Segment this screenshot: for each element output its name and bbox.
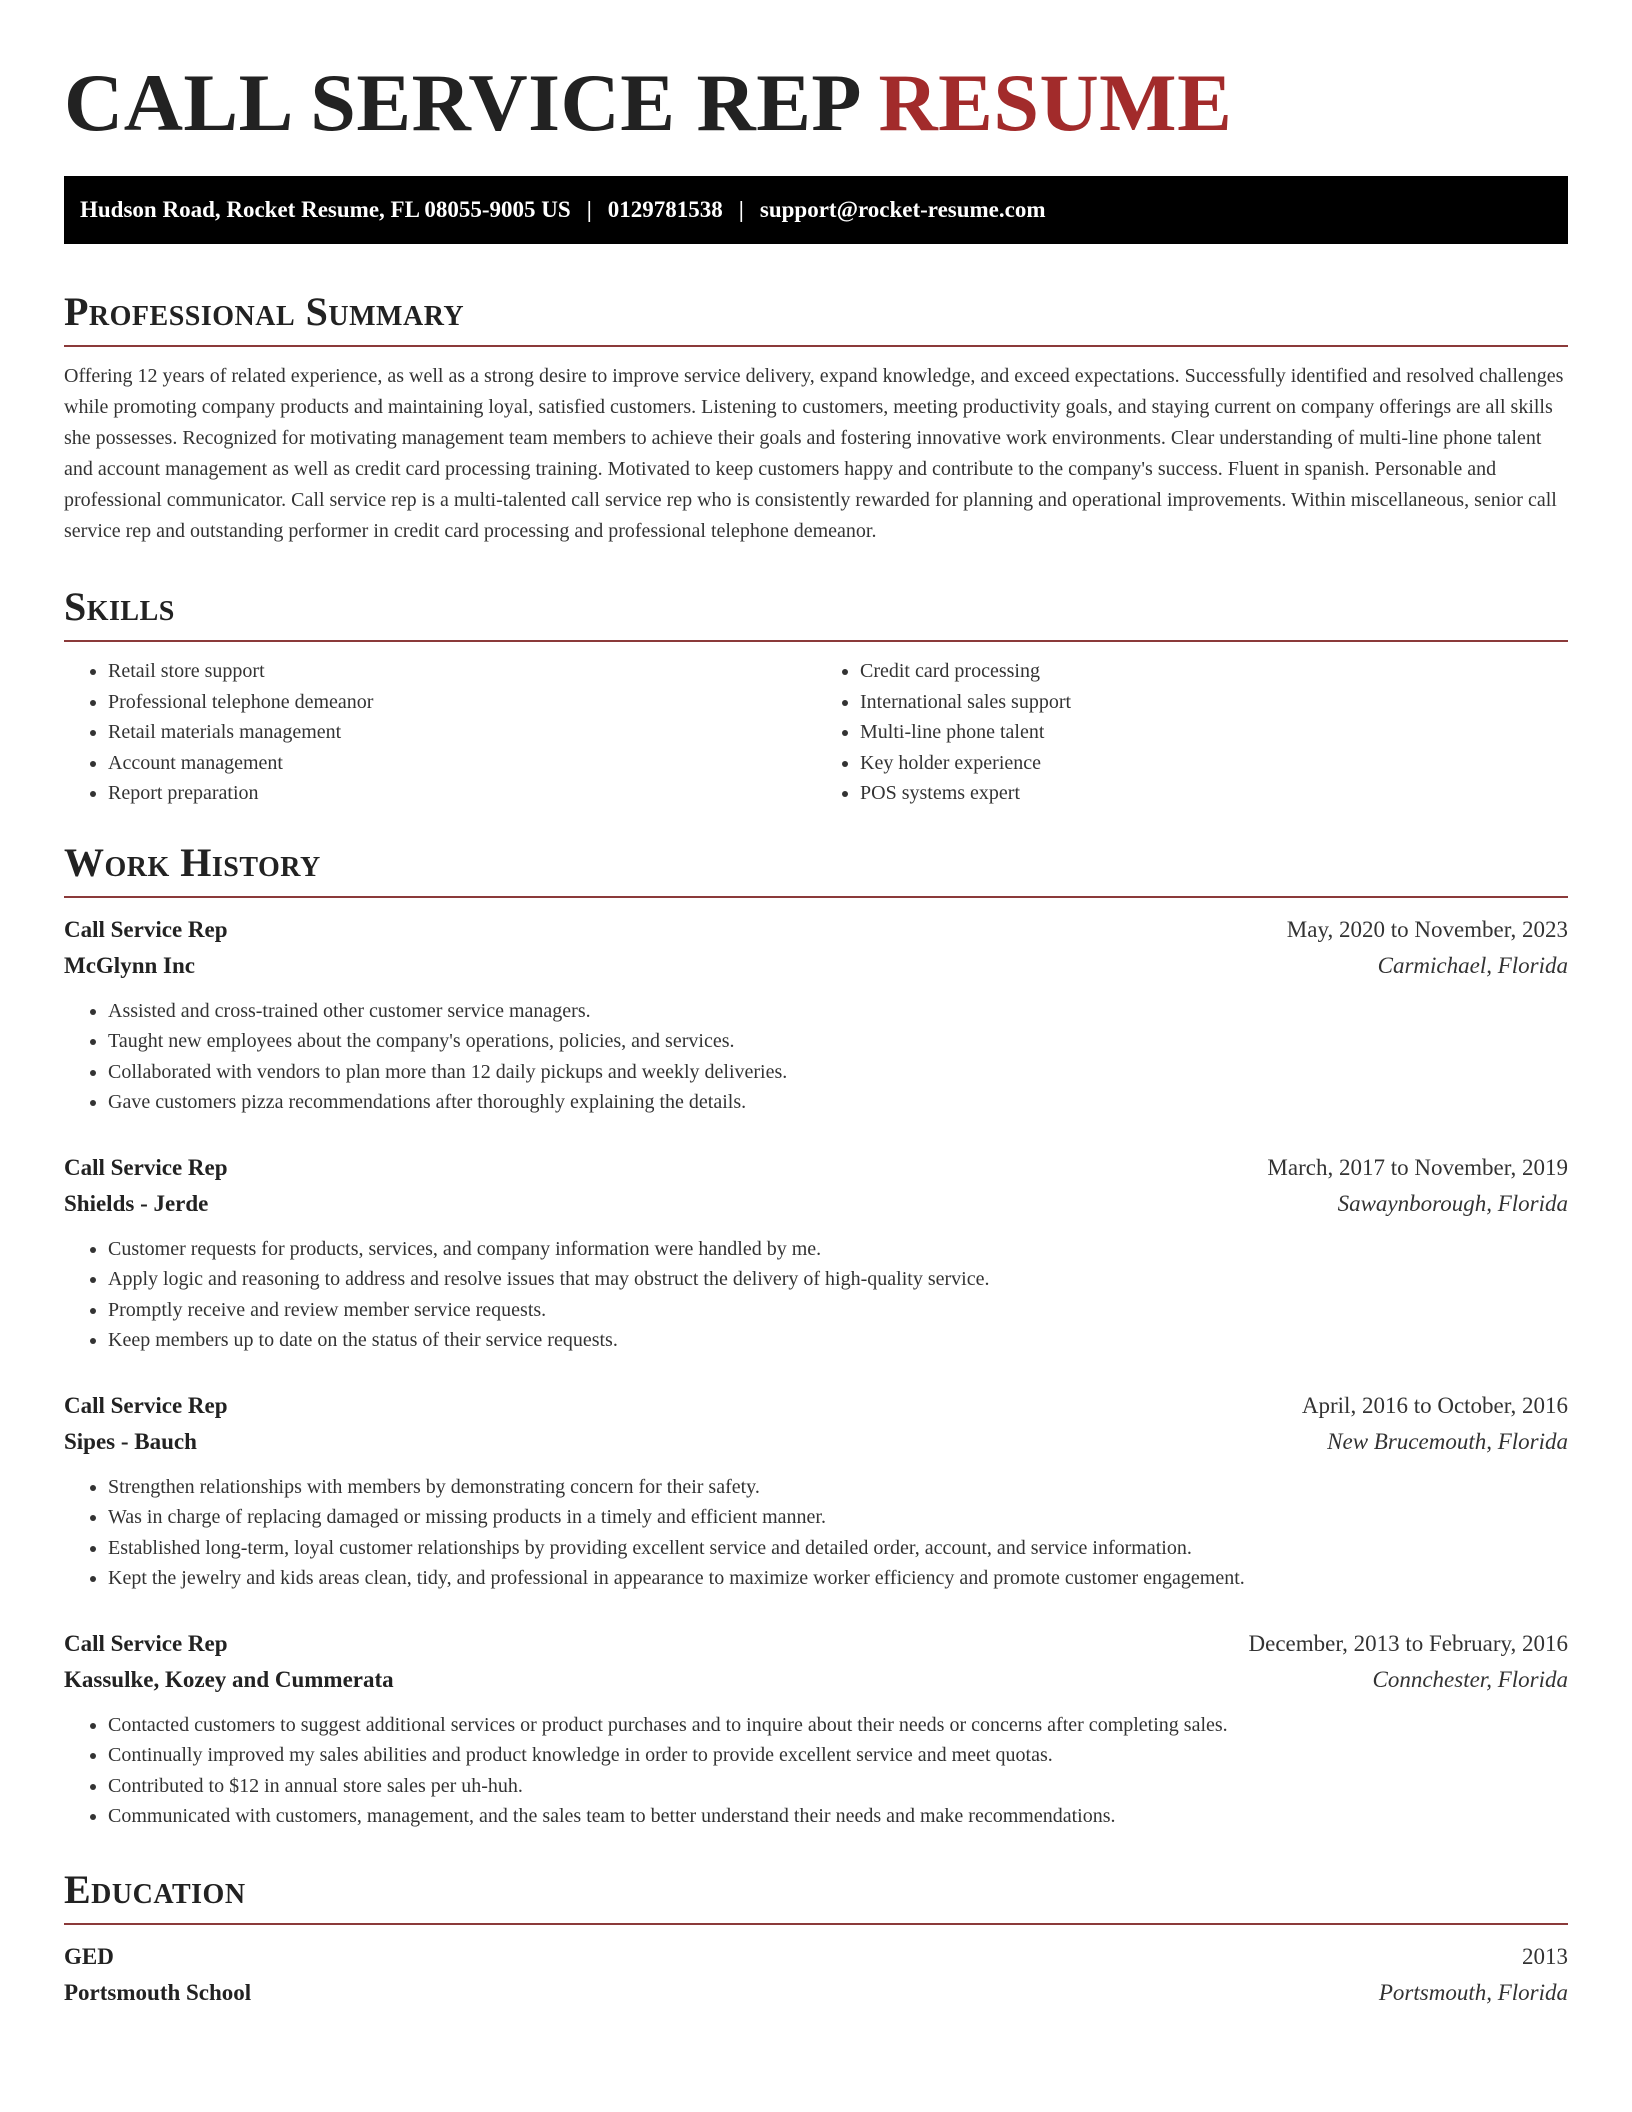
education-heading: Education bbox=[64, 1866, 1568, 1925]
job-bullet: • Was in charge of replacing damaged or missing products in a timely and efficient manner. bbox=[108, 1502, 1568, 1533]
skill-item: • Report preparation bbox=[108, 778, 816, 809]
job-bullet: • Strengthen relationships with members by demonstrating concern for their safety. bbox=[108, 1472, 1568, 1503]
resume-title bbox=[64, 0, 1568, 148]
contact-address: Hudson Road, Rocket Resume, FL 08055-9005 US bbox=[80, 197, 571, 222]
job-header-row bbox=[64, 1150, 1568, 1186]
job-header-row bbox=[64, 1626, 1568, 1662]
job-location: Connchester, Florida bbox=[1372, 1666, 1568, 1692]
job-company-row bbox=[64, 1186, 1568, 1222]
education-year: 2013 bbox=[1522, 1943, 1568, 1969]
job-bullet: • Contacted customers to suggest additional services or product purchases and to inquire about their needs or concerns after completing sales. bbox=[108, 1710, 1568, 1741]
job-entry bbox=[64, 1626, 1568, 1832]
job-bullet: • Keep members up to date on the status of their service requests. bbox=[108, 1325, 1568, 1356]
contact-separator: | bbox=[586, 197, 592, 222]
contact-separator: | bbox=[738, 197, 744, 222]
job-entry bbox=[64, 1388, 1568, 1594]
job-company-row bbox=[64, 1424, 1568, 1460]
job-company: McGlynn Inc bbox=[64, 952, 195, 978]
job-bullet: • Established long-term, loyal customer relationships by providing excellent service and detailed order, account, and service information. bbox=[108, 1533, 1568, 1564]
job-company-row bbox=[64, 1662, 1568, 1698]
skill-item: • Professional telephone demeanor bbox=[108, 687, 816, 718]
education-location: Portsmouth, Florida bbox=[1378, 1979, 1568, 2005]
job-bullet: • Gave customers pizza recommendations after thoroughly explaining the details. bbox=[108, 1087, 1568, 1118]
job-bullet: • Apply logic and reasoning to address and resolve issues that may obstruct the delivery of high-quality service. bbox=[108, 1264, 1568, 1295]
job-bullet: • Taught new employees about the company's operations, policies, and services. bbox=[108, 1026, 1568, 1057]
skill-item: • Key holder experience bbox=[860, 748, 1568, 779]
job-title: Call Service Rep bbox=[64, 1154, 228, 1180]
job-header-row bbox=[64, 1388, 1568, 1424]
skill-item: • Retail materials management bbox=[108, 717, 816, 748]
job-bullet: • Assisted and cross-trained other customer service managers. bbox=[108, 996, 1568, 1027]
job-bullets bbox=[64, 996, 1568, 1118]
job-bullets bbox=[64, 1234, 1568, 1356]
job-title: Call Service Rep bbox=[64, 1630, 228, 1656]
job-dates: May, 2020 to November, 2023 bbox=[1286, 916, 1568, 942]
skills-column-left bbox=[64, 656, 816, 809]
job-company: Sipes - Bauch bbox=[64, 1428, 197, 1454]
skills-heading: Skills bbox=[64, 583, 1568, 642]
job-dates: April, 2016 to October, 2016 bbox=[1301, 1392, 1568, 1418]
job-entry bbox=[64, 1150, 1568, 1356]
education-degree: GED bbox=[64, 1943, 114, 1969]
skill-item: • Retail store support bbox=[108, 656, 816, 687]
job-bullets bbox=[64, 1710, 1568, 1832]
contact-bar bbox=[64, 176, 1568, 244]
job-bullet: • Continually improved my sales abilities and product knowledge in order to provide excellent service and meet quotas. bbox=[108, 1740, 1568, 1771]
skill-item: • Credit card processing bbox=[860, 656, 1568, 687]
education-degree-row bbox=[64, 1939, 1568, 1975]
contact-phone[interactable]: 0129781538 bbox=[607, 197, 723, 222]
job-bullet: • Communicated with customers, management, and the sales team to better understand their needs and make recommendations. bbox=[108, 1801, 1568, 1832]
job-company: Kassulke, Kozey and Cummerata bbox=[64, 1666, 394, 1692]
education-entry bbox=[64, 1939, 1568, 2011]
title-main: CALL SERVICE REP bbox=[64, 57, 858, 148]
skill-item: • Multi-line phone talent bbox=[860, 717, 1568, 748]
contact-email[interactable]: support@rocket-resume.com bbox=[759, 197, 1046, 222]
skill-item: • International sales support bbox=[860, 687, 1568, 718]
skills-column-right bbox=[816, 656, 1568, 809]
job-title: Call Service Rep bbox=[64, 916, 228, 942]
job-location: Carmichael, Florida bbox=[1377, 952, 1568, 978]
skill-item: • POS systems expert bbox=[860, 778, 1568, 809]
skills-list bbox=[64, 656, 1568, 809]
job-dates: December, 2013 to February, 2016 bbox=[1248, 1630, 1568, 1656]
job-bullets bbox=[64, 1472, 1568, 1594]
job-company-row bbox=[64, 948, 1568, 984]
job-bullet: • Kept the jewelry and kids areas clean, tidy, and professional in appearance to maximize worker efficiency and promote customer engagement. bbox=[108, 1563, 1568, 1594]
education-school-row bbox=[64, 1975, 1568, 2011]
education-school: Portsmouth School bbox=[64, 1979, 252, 2005]
job-bullet: • Customer requests for products, services, and company information were handled by me. bbox=[108, 1234, 1568, 1265]
job-entry bbox=[64, 912, 1568, 1118]
job-location: New Brucemouth, Florida bbox=[1327, 1428, 1568, 1454]
job-bullet: • Promptly receive and review member service requests. bbox=[108, 1295, 1568, 1326]
job-location: Sawaynborough, Florida bbox=[1337, 1190, 1568, 1216]
summary-heading: Professional Summary bbox=[64, 288, 1568, 347]
job-title: Call Service Rep bbox=[64, 1392, 228, 1418]
job-bullet: • Collaborated with vendors to plan more than 12 daily pickups and weekly deliveries. bbox=[108, 1057, 1568, 1088]
job-company: Shields - Jerde bbox=[64, 1190, 209, 1216]
summary-text: Offering 12 years of related experience, as well as a strong desire to improve service delivery, expand knowledge, and exceed expectations. Successfully identified and resolved challenges while promoting company products and maintaining loyal, satisfied customers. Listening to customers, meeting productivity goals, and staying current on company offerings are all skills she possesses. Recognized for motivating management team members to achieve their goals and fostering innovative work environments. Clear understanding of multi-line phone talent and account management as well as credit card processing training. Motivated to keep customers happy and contribute to the company's success. Fluent in spanish. Personable and professional communicator. Call service rep is a multi-talented call service rep who is consistently rewarded for planning and operational improvements. Within miscellaneous, senior call service rep and outstanding performer in credit card processing and professional telephone demeanor. bbox=[64, 365, 1564, 542]
job-header-row bbox=[64, 912, 1568, 948]
skill-item: • Account management bbox=[108, 748, 816, 779]
title-accent: RESUME bbox=[878, 57, 1233, 148]
work-history-heading: Work History bbox=[64, 839, 1568, 898]
job-bullet: • Contributed to $12 in annual store sales per uh-huh. bbox=[108, 1771, 1568, 1802]
job-dates: March, 2017 to November, 2019 bbox=[1267, 1154, 1568, 1180]
